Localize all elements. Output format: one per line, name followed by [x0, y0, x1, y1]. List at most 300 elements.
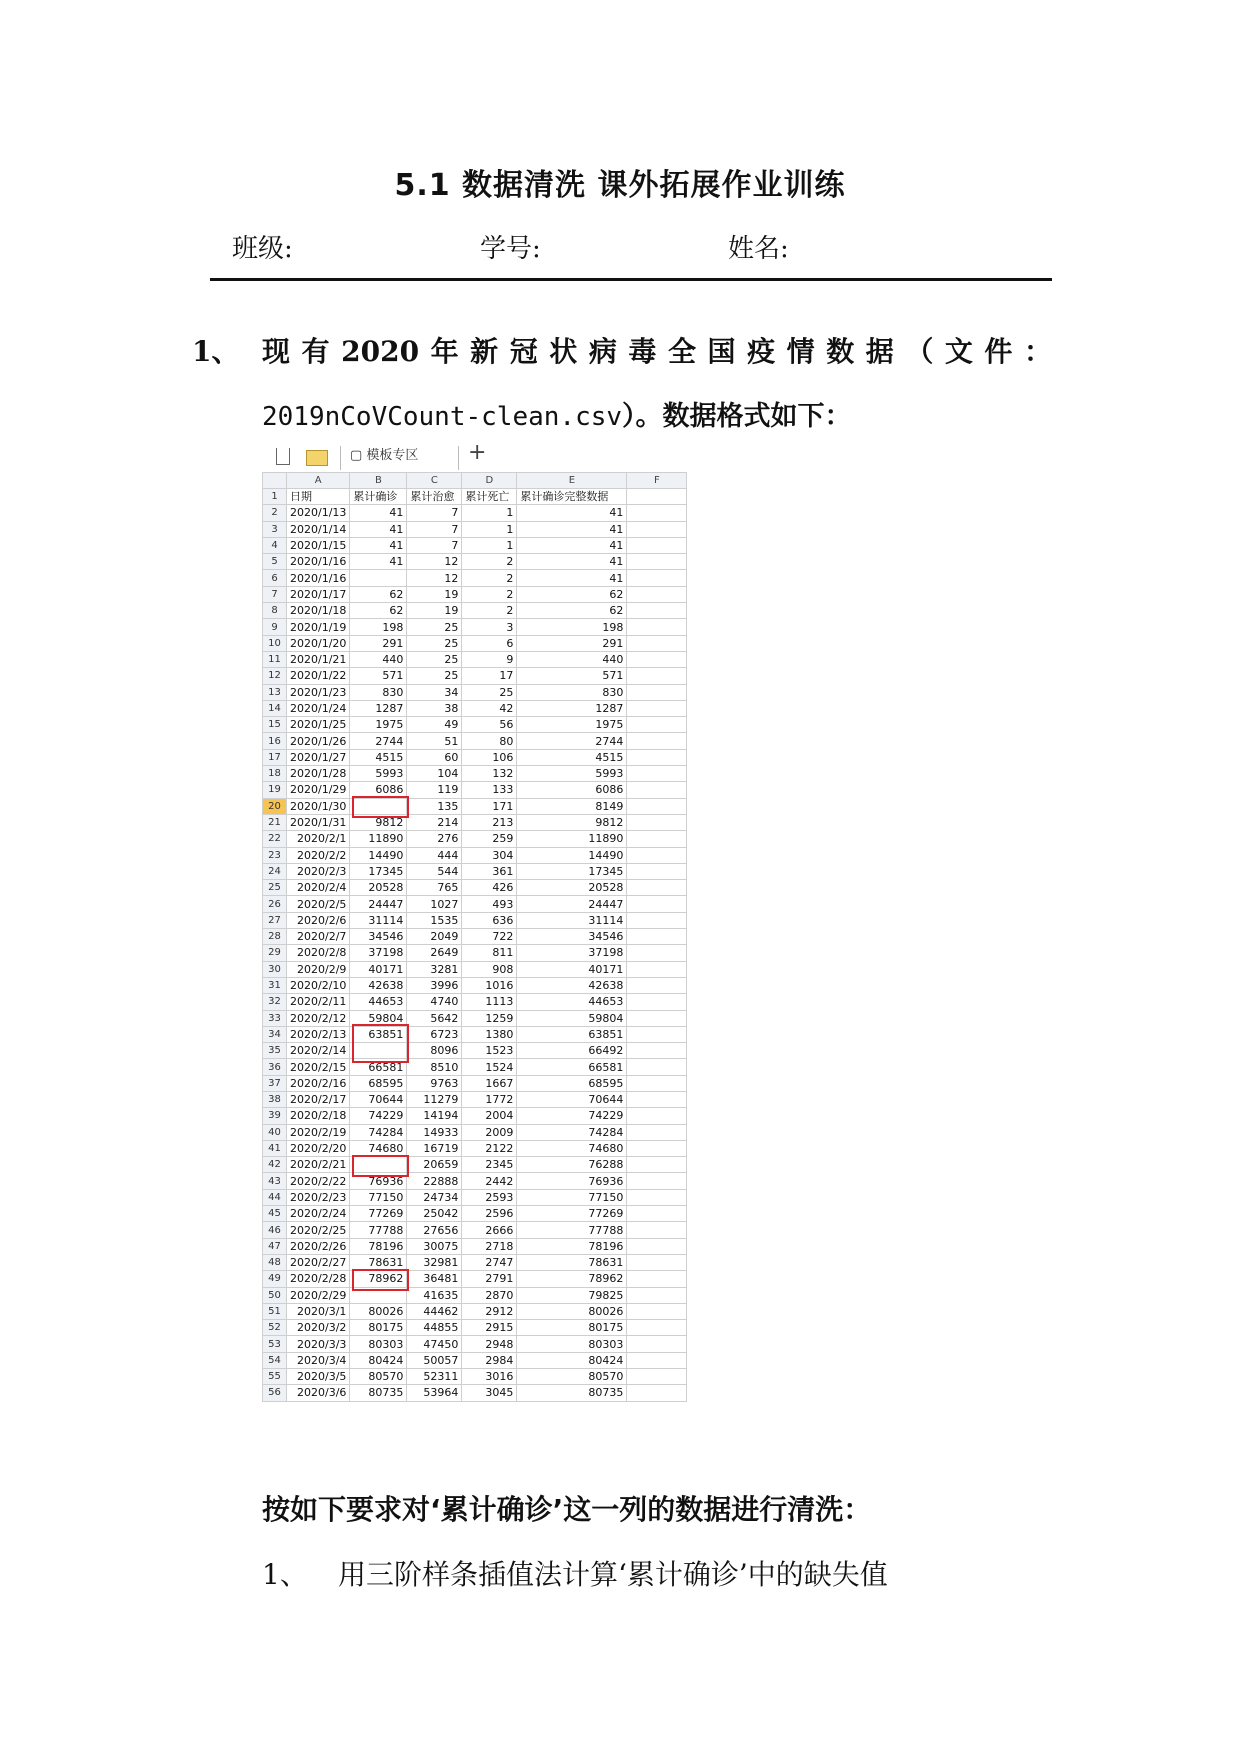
value-cell: 2004 [462, 1108, 517, 1124]
date-cell: 2020/1/22 [287, 668, 350, 684]
value-cell: 811 [462, 945, 517, 961]
value-cell [627, 733, 687, 749]
value-cell: 70644 [350, 1091, 407, 1107]
row-number: 43 [263, 1173, 287, 1189]
value-cell: 17345 [517, 863, 627, 879]
value-cell [627, 554, 687, 570]
table-row [263, 929, 687, 945]
value-cell: 70644 [517, 1091, 627, 1107]
value-cell: 42638 [350, 977, 407, 993]
value-cell: 6086 [350, 782, 407, 798]
toolbar-separator [458, 446, 459, 470]
header-row [263, 489, 687, 505]
value-cell [627, 1173, 687, 1189]
value-cell: 76936 [517, 1173, 627, 1189]
value-cell: 830 [350, 684, 407, 700]
value-cell [627, 1385, 687, 1401]
table-row [263, 1091, 687, 1107]
table-row [263, 798, 687, 814]
value-cell: 4515 [350, 749, 407, 765]
table-row [263, 1157, 687, 1173]
question-number: 1、 [192, 335, 240, 368]
value-cell: 544 [407, 863, 462, 879]
value-cell: 361 [462, 863, 517, 879]
step-number: 1、 [262, 1558, 308, 1591]
value-cell: 2915 [462, 1320, 517, 1336]
value-cell: 5993 [350, 766, 407, 782]
value-cell: 2747 [462, 1254, 517, 1270]
data-table [262, 472, 687, 1402]
value-cell: 214 [407, 814, 462, 830]
table-row [263, 766, 687, 782]
value-cell: 56 [462, 717, 517, 733]
value-cell: 9763 [407, 1075, 462, 1091]
value-cell: 276 [407, 831, 462, 847]
column-header: F [627, 473, 687, 489]
value-cell: 80026 [350, 1303, 407, 1319]
value-cell: 291 [350, 635, 407, 651]
row-number: 17 [263, 749, 287, 765]
step-text: 用三阶样条插值法计算‘累计确诊’中的缺失值 [338, 1558, 888, 1591]
value-cell: 9812 [517, 814, 627, 830]
value-cell: 74284 [350, 1124, 407, 1140]
value-cell: 12 [407, 570, 462, 586]
row-number: 48 [263, 1254, 287, 1270]
date-cell: 2020/2/27 [287, 1254, 350, 1270]
date-cell: 2020/1/28 [287, 766, 350, 782]
value-cell [627, 1108, 687, 1124]
value-cell: 7 [407, 537, 462, 553]
date-cell: 2020/3/1 [287, 1303, 350, 1319]
value-cell [627, 880, 687, 896]
date-cell: 2020/2/10 [287, 977, 350, 993]
value-cell: 62 [517, 586, 627, 602]
row-number: 34 [263, 1026, 287, 1042]
value-cell: 16719 [407, 1140, 462, 1156]
value-cell [627, 1026, 687, 1042]
value-cell: 8149 [517, 798, 627, 814]
value-cell: 41 [350, 521, 407, 537]
date-cell: 2020/2/15 [287, 1059, 350, 1075]
value-cell: 20659 [407, 1157, 462, 1173]
table-row [263, 733, 687, 749]
value-cell: 11890 [517, 831, 627, 847]
spreadsheet-toolbar [262, 444, 692, 472]
table-row [263, 1059, 687, 1075]
date-cell: 2020/2/5 [287, 896, 350, 912]
value-cell: 6086 [517, 782, 627, 798]
value-cell: 78196 [350, 1238, 407, 1254]
table-row [263, 814, 687, 830]
row-number: 45 [263, 1206, 287, 1222]
column-title: 累计死亡 [462, 489, 517, 505]
date-cell: 2020/1/16 [287, 570, 350, 586]
date-cell: 2020/2/6 [287, 912, 350, 928]
header-divider [210, 278, 1052, 281]
date-cell: 2020/1/27 [287, 749, 350, 765]
value-cell: 8510 [407, 1059, 462, 1075]
value-cell: 171 [462, 798, 517, 814]
value-cell: 41 [517, 537, 627, 553]
row-number: 30 [263, 961, 287, 977]
value-cell: 76936 [350, 1173, 407, 1189]
value-cell: 2870 [462, 1287, 517, 1303]
table-row [263, 1043, 687, 1059]
value-cell: 78631 [517, 1254, 627, 1270]
date-cell: 2020/2/4 [287, 880, 350, 896]
row-number: 36 [263, 1059, 287, 1075]
value-cell [627, 961, 687, 977]
value-cell: 78962 [350, 1271, 407, 1287]
table-row [263, 668, 687, 684]
row-number: 42 [263, 1157, 287, 1173]
value-cell: 24447 [517, 896, 627, 912]
date-cell: 2020/2/28 [287, 1271, 350, 1287]
value-cell: 11279 [407, 1091, 462, 1107]
value-cell: 77150 [350, 1189, 407, 1205]
value-cell: 27656 [407, 1222, 462, 1238]
value-cell: 3 [462, 619, 517, 635]
row-number: 55 [263, 1369, 287, 1385]
value-cell [627, 1254, 687, 1270]
value-cell: 6723 [407, 1026, 462, 1042]
value-cell: 2593 [462, 1189, 517, 1205]
value-cell [627, 651, 687, 667]
table-row [263, 1336, 687, 1352]
date-cell: 2020/2/12 [287, 1010, 350, 1026]
value-cell: 32981 [407, 1254, 462, 1270]
date-cell: 2020/1/29 [287, 782, 350, 798]
row-number: 19 [263, 782, 287, 798]
value-cell: 3045 [462, 1385, 517, 1401]
row-number: 44 [263, 1189, 287, 1205]
value-cell: 19 [407, 586, 462, 602]
value-cell: 77788 [517, 1222, 627, 1238]
value-cell: 14490 [350, 847, 407, 863]
table-row [263, 684, 687, 700]
row-number: 26 [263, 896, 287, 912]
value-cell: 77150 [517, 1189, 627, 1205]
column-title [627, 489, 687, 505]
value-cell: 908 [462, 961, 517, 977]
date-cell: 2020/3/3 [287, 1336, 350, 1352]
date-cell: 2020/1/25 [287, 717, 350, 733]
class-label: 班级: [232, 234, 293, 264]
name-label: 姓名: [728, 234, 789, 264]
value-cell: 68595 [517, 1075, 627, 1091]
value-cell: 60 [407, 749, 462, 765]
value-cell: 2345 [462, 1157, 517, 1173]
row-number: 4 [263, 537, 287, 553]
table-row [263, 831, 687, 847]
value-cell: 1 [462, 521, 517, 537]
date-cell: 2020/2/16 [287, 1075, 350, 1091]
value-cell: 7 [407, 505, 462, 521]
template-zone-tab [350, 444, 418, 463]
row-number: 31 [263, 977, 287, 993]
date-cell: 2020/1/15 [287, 537, 350, 553]
row-number: 38 [263, 1091, 287, 1107]
table-row [263, 880, 687, 896]
value-cell [627, 1352, 687, 1368]
value-cell [627, 505, 687, 521]
value-cell: 636 [462, 912, 517, 928]
value-cell [627, 814, 687, 830]
table-row [263, 619, 687, 635]
table-row [263, 717, 687, 733]
template-zone-label: 模板专区 [366, 448, 419, 463]
table-row [263, 1010, 687, 1026]
column-header: A [287, 473, 350, 489]
column-header: E [517, 473, 627, 489]
value-cell: 25 [462, 684, 517, 700]
row-number: 47 [263, 1238, 287, 1254]
table-row [263, 912, 687, 928]
value-cell: 104 [407, 766, 462, 782]
table-row [263, 863, 687, 879]
plus-icon: + [468, 444, 487, 465]
date-cell: 2020/2/17 [287, 1091, 350, 1107]
value-cell [627, 1206, 687, 1222]
row-number: 10 [263, 635, 287, 651]
value-cell [627, 847, 687, 863]
value-cell [627, 1271, 687, 1287]
value-cell [627, 1059, 687, 1075]
value-cell [627, 1369, 687, 1385]
date-cell: 2020/3/2 [287, 1320, 350, 1336]
value-cell: 2791 [462, 1271, 517, 1287]
value-cell: 2948 [462, 1336, 517, 1352]
value-cell: 1524 [462, 1059, 517, 1075]
row-number: 50 [263, 1287, 287, 1303]
value-cell [627, 1091, 687, 1107]
value-cell [627, 586, 687, 602]
value-cell: 1027 [407, 896, 462, 912]
value-cell: 2596 [462, 1206, 517, 1222]
value-cell: 53964 [407, 1385, 462, 1401]
row-number: 13 [263, 684, 287, 700]
column-header: D [462, 473, 517, 489]
value-cell [627, 977, 687, 993]
row-number: 1 [263, 489, 287, 505]
value-cell: 1523 [462, 1043, 517, 1059]
grid-corner [263, 473, 287, 489]
table-row [263, 782, 687, 798]
table-row [263, 945, 687, 961]
value-cell: 1113 [462, 994, 517, 1010]
value-cell: 80175 [350, 1320, 407, 1336]
date-cell: 2020/1/14 [287, 521, 350, 537]
value-cell: 1016 [462, 977, 517, 993]
value-cell: 41 [350, 537, 407, 553]
value-cell: 30075 [407, 1238, 462, 1254]
value-cell [350, 570, 407, 586]
row-number: 12 [263, 668, 287, 684]
value-cell: 80 [462, 733, 517, 749]
column-header: C [407, 473, 462, 489]
table-row [263, 537, 687, 553]
row-number: 49 [263, 1271, 287, 1287]
value-cell: 1380 [462, 1026, 517, 1042]
table-row [263, 1385, 687, 1401]
value-cell [627, 782, 687, 798]
value-cell: 830 [517, 684, 627, 700]
instruction-step [262, 1553, 888, 1593]
value-cell: 14490 [517, 847, 627, 863]
value-cell: 5993 [517, 766, 627, 782]
row-number: 24 [263, 863, 287, 879]
row-number: 5 [263, 554, 287, 570]
row-number: 41 [263, 1140, 287, 1156]
row-number: 8 [263, 603, 287, 619]
instructions-heading: 按如下要求对‘累计确诊’这一列的数据进行清洗： [262, 1493, 872, 1526]
value-cell: 59804 [350, 1010, 407, 1026]
value-cell: 440 [517, 651, 627, 667]
page-title: 5.1 数据清洗 课外拓展作业训练 [394, 168, 846, 203]
value-cell: 291 [517, 635, 627, 651]
value-cell: 4740 [407, 994, 462, 1010]
value-cell: 20528 [517, 880, 627, 896]
column-title: 累计确诊 [350, 489, 407, 505]
value-cell: 5642 [407, 1010, 462, 1026]
row-number: 16 [263, 733, 287, 749]
table-row [263, 570, 687, 586]
value-cell: 24447 [350, 896, 407, 912]
value-cell: 1287 [517, 700, 627, 716]
value-cell: 1667 [462, 1075, 517, 1091]
value-cell [627, 929, 687, 945]
value-cell: 80175 [517, 1320, 627, 1336]
value-cell [627, 863, 687, 879]
row-number: 21 [263, 814, 287, 830]
value-cell: 304 [462, 847, 517, 863]
value-cell: 41635 [407, 1287, 462, 1303]
value-cell [627, 717, 687, 733]
value-cell: 74680 [517, 1140, 627, 1156]
table-row [263, 1369, 687, 1385]
table-row [263, 1124, 687, 1140]
row-number: 9 [263, 619, 287, 635]
value-cell: 1287 [350, 700, 407, 716]
value-cell: 2649 [407, 945, 462, 961]
value-cell: 2442 [462, 1173, 517, 1189]
value-cell: 2 [462, 554, 517, 570]
template-icon: ▢ [350, 448, 367, 463]
value-cell [627, 896, 687, 912]
missing-value-highlight [352, 1024, 409, 1063]
value-cell: 80303 [350, 1336, 407, 1352]
date-cell: 2020/1/24 [287, 700, 350, 716]
value-cell: 17345 [350, 863, 407, 879]
date-cell: 2020/1/18 [287, 603, 350, 619]
value-cell: 119 [407, 782, 462, 798]
table-row [263, 651, 687, 667]
table-row [263, 1238, 687, 1254]
value-cell: 41 [350, 505, 407, 521]
column-title: 累计治愈 [407, 489, 462, 505]
value-cell: 66581 [517, 1059, 627, 1075]
value-cell: 41 [517, 554, 627, 570]
value-cell: 440 [350, 651, 407, 667]
value-cell: 25 [407, 651, 462, 667]
date-cell: 2020/1/23 [287, 684, 350, 700]
value-cell [627, 1124, 687, 1140]
row-number: 53 [263, 1336, 287, 1352]
value-cell: 66492 [517, 1043, 627, 1059]
date-cell: 2020/2/1 [287, 831, 350, 847]
value-cell: 52311 [407, 1369, 462, 1385]
value-cell: 571 [350, 668, 407, 684]
date-cell: 2020/1/19 [287, 619, 350, 635]
table-row [263, 554, 687, 570]
row-number: 7 [263, 586, 287, 602]
value-cell [627, 1075, 687, 1091]
date-cell: 2020/3/5 [287, 1369, 350, 1385]
value-cell: 2984 [462, 1352, 517, 1368]
value-cell: 2718 [462, 1238, 517, 1254]
value-cell: 12 [407, 554, 462, 570]
value-cell [627, 1336, 687, 1352]
table-row [263, 1287, 687, 1303]
value-cell: 426 [462, 880, 517, 896]
value-cell: 25 [407, 619, 462, 635]
value-cell: 2 [462, 570, 517, 586]
value-cell: 20528 [350, 880, 407, 896]
value-cell [627, 1043, 687, 1059]
value-cell: 106 [462, 749, 517, 765]
value-cell: 59804 [517, 1010, 627, 1026]
value-cell: 47450 [407, 1336, 462, 1352]
table-row [263, 1271, 687, 1287]
table-row [263, 749, 687, 765]
table-row [263, 505, 687, 521]
value-cell: 1 [462, 505, 517, 521]
value-cell: 44653 [517, 994, 627, 1010]
value-cell: 132 [462, 766, 517, 782]
row-number: 11 [263, 651, 287, 667]
table-row [263, 1189, 687, 1205]
date-cell: 2020/2/2 [287, 847, 350, 863]
value-cell: 14933 [407, 1124, 462, 1140]
value-cell: 2744 [517, 733, 627, 749]
value-cell: 3996 [407, 977, 462, 993]
value-cell [627, 1157, 687, 1173]
value-cell: 74229 [350, 1108, 407, 1124]
value-cell: 80424 [350, 1352, 407, 1368]
value-cell: 31114 [517, 912, 627, 928]
value-cell: 36481 [407, 1271, 462, 1287]
value-cell: 1 [462, 537, 517, 553]
value-cell: 1772 [462, 1091, 517, 1107]
value-cell [627, 749, 687, 765]
table-row [263, 1352, 687, 1368]
row-number: 32 [263, 994, 287, 1010]
date-cell: 2020/2/8 [287, 945, 350, 961]
date-cell: 2020/2/29 [287, 1287, 350, 1303]
value-cell: 25042 [407, 1206, 462, 1222]
table-row [263, 1303, 687, 1319]
value-cell [627, 521, 687, 537]
value-cell: 2666 [462, 1222, 517, 1238]
value-cell: 2049 [407, 929, 462, 945]
value-cell: 14194 [407, 1108, 462, 1124]
row-number: 56 [263, 1385, 287, 1401]
missing-value-highlight [352, 796, 409, 818]
value-cell: 493 [462, 896, 517, 912]
question-text-line2 [262, 394, 852, 433]
date-cell: 2020/2/11 [287, 994, 350, 1010]
value-cell: 41 [350, 554, 407, 570]
